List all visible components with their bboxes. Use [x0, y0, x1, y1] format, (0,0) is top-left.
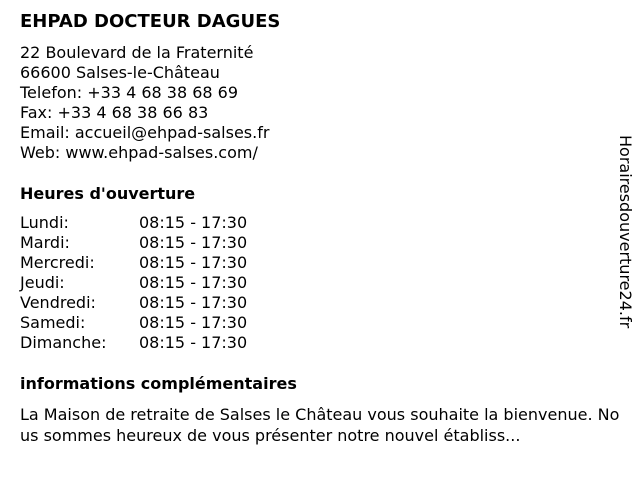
day-label: Samedi: — [20, 313, 86, 332]
time-range: 08:15 - 17:30 — [139, 313, 248, 332]
fax-number: Fax: +33 4 68 38 66 83 — [20, 103, 209, 122]
source-watermark: Horairesdouverture24.fr — [616, 135, 635, 329]
additional-info-text: La Maison de retraite de Salses le Château vous souhaite la bienvenue. Nous sommes heureux de vous présenter notre nouvel établiss... — [20, 405, 620, 445]
business-name: EHPAD DOCTEUR DAGUES — [20, 11, 281, 32]
day-label: Vendredi: — [20, 293, 96, 312]
opening-hours-heading: Heures d'ouverture — [20, 184, 196, 203]
time-range: 08:15 - 17:30 — [139, 333, 248, 352]
contact-block — [20, 43, 269, 163]
time-range: 08:15 - 17:30 — [139, 293, 248, 312]
email-address: Email: accueil@ehpad-salses.fr — [20, 123, 270, 142]
phone-number: Telefon: +33 4 68 38 68 69 — [20, 83, 239, 102]
day-label: Mardi: — [20, 233, 70, 252]
time-range: 08:15 - 17:30 — [139, 273, 248, 292]
time-range: 08:15 - 17:30 — [139, 233, 248, 252]
time-range: 08:15 - 17:30 — [139, 253, 248, 272]
day-label: Mercredi: — [20, 253, 95, 272]
day-label: Lundi: — [20, 213, 69, 232]
address-city: 66600 Salses-le-Château — [20, 63, 220, 82]
website-address: Web: www.ehpad-salses.com/ — [20, 143, 258, 162]
address-street: 22 Boulevard de la Fraternité — [20, 43, 254, 62]
day-label: Dimanche: — [20, 333, 107, 352]
day-label: Jeudi: — [20, 273, 65, 292]
additional-info-heading: informations complémentaires — [20, 374, 297, 393]
time-range: 08:15 - 17:30 — [139, 213, 248, 232]
